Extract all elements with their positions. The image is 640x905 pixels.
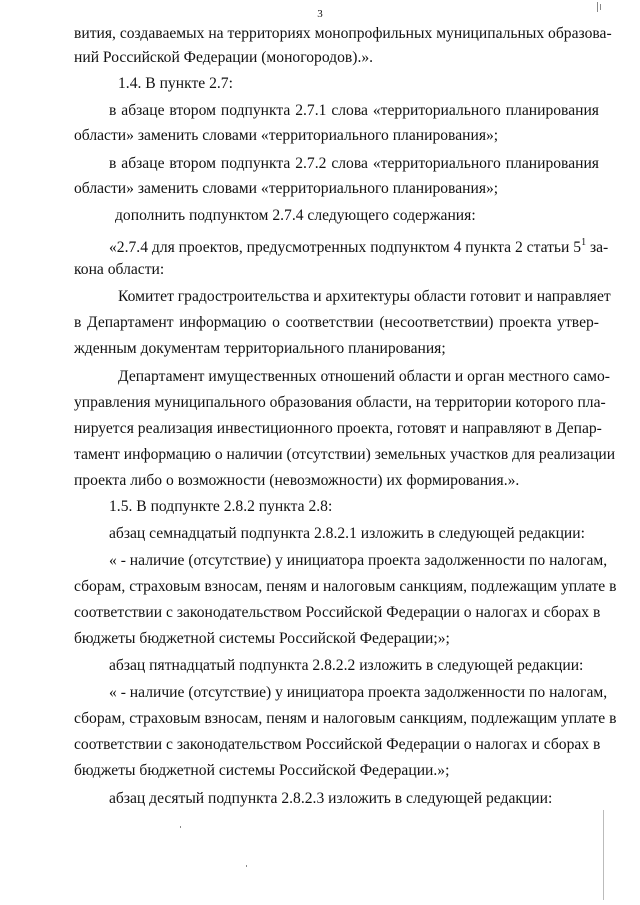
text-line: абзац пятнадцатый подпункта 2.8.2.2 изложить в следующей редакции: — [109, 657, 584, 674]
text-line: в абзаце втором подпункта 2.7.2 слова «территориального планирования — [109, 155, 599, 172]
text-fragment: за- — [586, 239, 609, 256]
scan-mark — [597, 2, 598, 12]
text-line: в абзаце втором подпункта 2.7.1 слова «территориального планирования — [109, 102, 599, 119]
text-line: вития, создаваемых на территориях монопрофильных муниципальных образова- — [74, 25, 612, 42]
text-fragment: «2.7.4 для проектов, предусмотренных подпунктом 4 пункта 2 статьи 5 — [109, 239, 582, 256]
text-line: « - наличие (отсутствие) у инициатора проекта задолженности по налогам, — [109, 552, 608, 569]
text-line: жденным документам территориального планирования; — [74, 340, 446, 357]
text-line: Комитет градостроительства и архитектуры области готовит и направляет — [118, 288, 611, 305]
text-line: соответствии с законодательством Российской Федерации о налогах и сборах в — [74, 604, 601, 621]
scan-mark — [600, 4, 601, 10]
text-line: соответствии с законодательством Российской Федерации о налогах и сборах в — [74, 736, 601, 753]
text-line: « - наличие (отсутствие) у инициатора проекта задолженности по налогам, — [109, 684, 608, 701]
text-line: бюджеты бюджетной системы Российской Федерации.»; — [74, 762, 450, 779]
text-line: проекта либо о возможности (невозможности) их формирования.». — [74, 472, 520, 489]
text-line: области» заменить словами «территориального планирования»; — [74, 127, 499, 144]
text-line: управления муниципального образования области, на территории которого пла- — [74, 394, 606, 411]
scan-mark — [180, 826, 181, 828]
section-heading: 1.4. В пункте 2.7: — [118, 75, 233, 92]
text-line: ний Российской Федерации (моногородов).». — [74, 49, 374, 66]
text-line: дополнить подпунктом 2.7.4 следующего содержания: — [115, 207, 476, 224]
text-line: сборам, страховым взносам, пеням и налоговым санкциям, подлежащим уплате в — [74, 578, 617, 595]
text-line: абзац семнадцатый подпункта 2.8.2.1 изложить в следующей редакции: — [109, 525, 585, 542]
scan-mark — [603, 810, 604, 900]
text-line: абзац десятый подпункта 2.8.2.3 изложить в следующей редакции: — [109, 790, 553, 807]
superscript: 1 — [581, 237, 587, 248]
scan-mark — [246, 865, 247, 867]
text-line: кона области: — [74, 261, 165, 278]
text-line: нируется реализация инвестиционного проекта, готовят и направляют в Депар- — [74, 420, 602, 437]
text-line: в Департамент информацию о соответствии (несоответствии) проекта утвер- — [74, 314, 599, 331]
text-line — [109, 234, 609, 257]
section-heading: 1.5. В подпункте 2.8.2 пункта 2.8: — [109, 498, 333, 515]
page-number: 3 — [317, 8, 323, 20]
text-line: сборам, страховым взносам, пеням и налоговым санкциям, подлежащим уплате в — [74, 710, 617, 727]
text-line: Департамент имущественных отношений области и орган местного само- — [118, 368, 610, 385]
text-line: области» заменить словами «территориального планирования»; — [74, 180, 499, 197]
text-line: тамент информацию о наличии (отсутствии) земельных участков для реализации — [74, 446, 616, 463]
text-line: бюджеты бюджетной системы Российской Федерации;»; — [74, 630, 450, 647]
